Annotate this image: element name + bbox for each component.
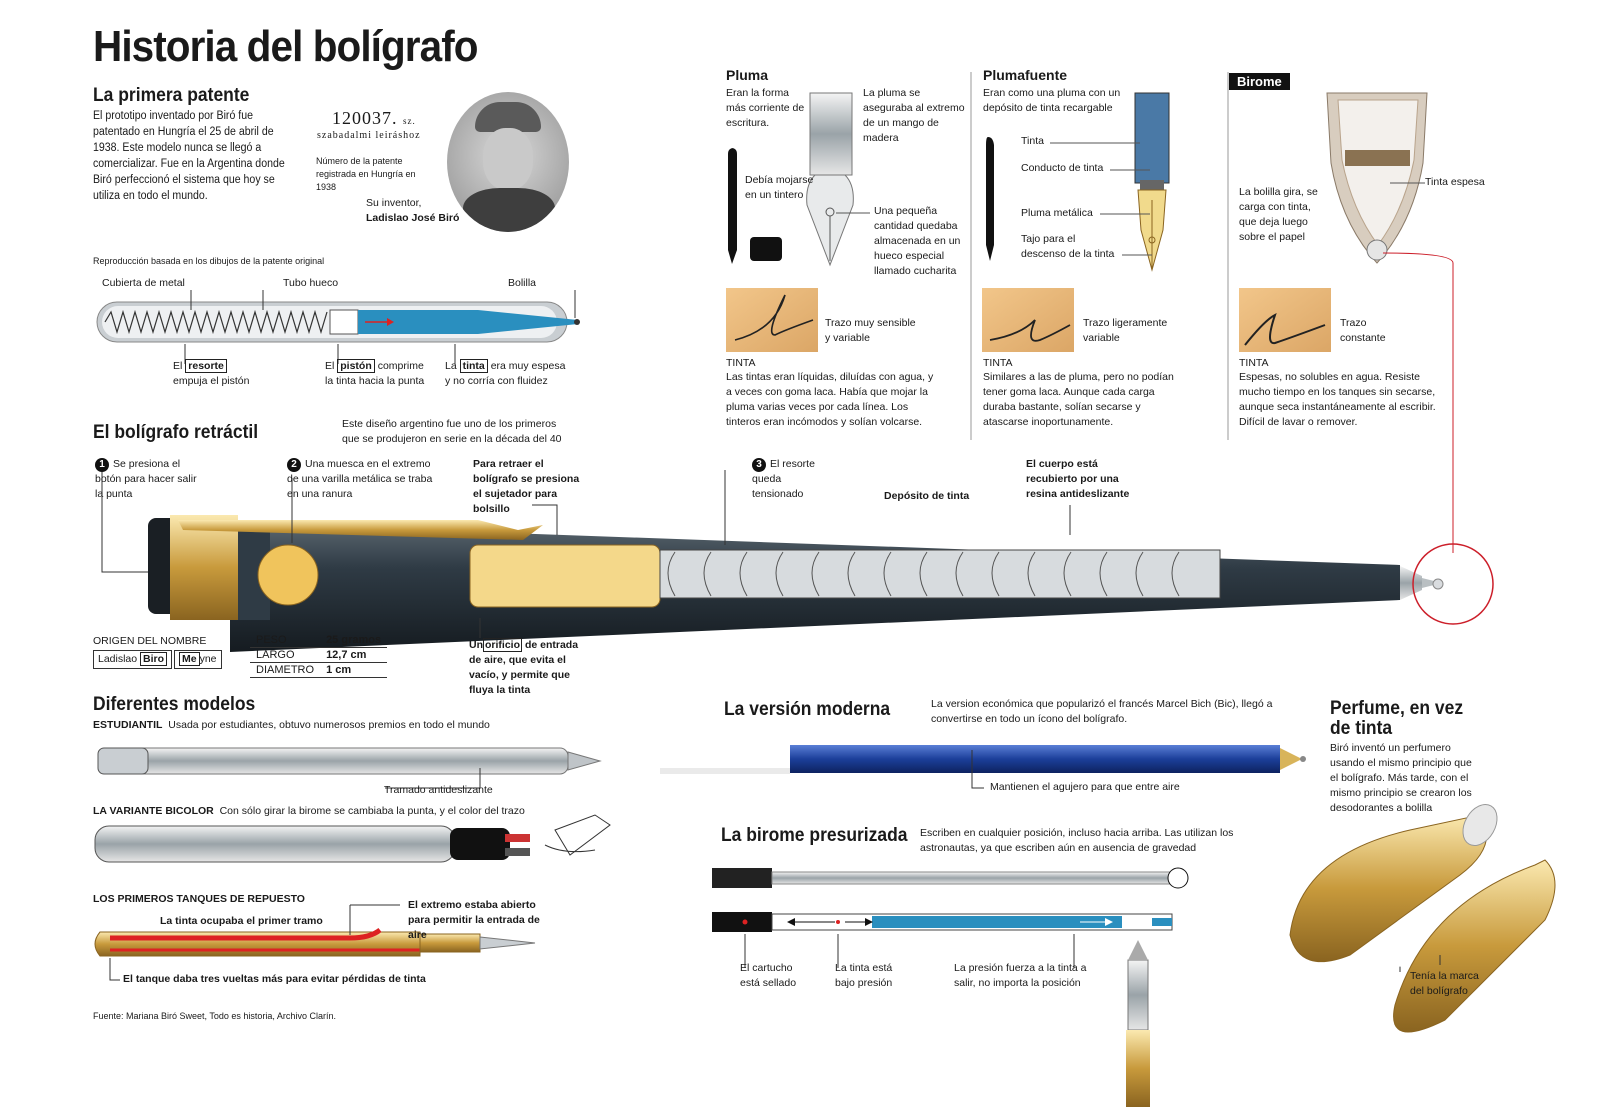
plumafuente-l2: Conducto de tinta: [1021, 162, 1104, 174]
spec-row: [250, 633, 387, 648]
orificio-word: orificio: [485, 639, 521, 651]
moderna-heading: La versión moderna: [724, 699, 891, 720]
origen-name-box: [93, 650, 172, 669]
moderna-agujero: Mantienen el agujero para que entre aire: [990, 781, 1180, 793]
pluma-t4: Una pequeña cantidad quedaba almacenada en un hueco especial llamado cucharita: [874, 205, 961, 277]
bicolor-pen: [95, 815, 610, 862]
label-tubo: Tubo hueco: [283, 277, 339, 289]
retractil-deposito: Depósito de tinta: [884, 490, 970, 502]
retractil-retraer: Para retraer el bolígrafo se presiona el sujetador para bolsillo: [473, 458, 580, 515]
patent-caption: Número de la patente registrada en Hungría en 1938: [316, 156, 416, 192]
tramado-label: Tramado antideslizante: [384, 784, 493, 796]
plumafuente-l3: Pluma metálica: [1021, 207, 1093, 219]
bicolor-head: LA VARIANTE BICOLOR: [93, 805, 214, 817]
suit-shape: [463, 188, 555, 232]
origen-d: yne: [199, 653, 217, 665]
presurizada-c3: La presión fuerza a la tinta a salir, no importa la posición: [954, 962, 1087, 989]
piston-word: pistón: [337, 359, 375, 373]
inventor-label: Su inventor,: [366, 197, 422, 209]
piston-post1: comprime: [377, 360, 424, 372]
inventor-portrait: [447, 92, 569, 232]
label-resorte: [173, 359, 249, 389]
birome-heading: Birome: [1229, 73, 1290, 90]
birome-l1: Tinta espesa: [1425, 176, 1485, 188]
perfume-marca: Tenía la marca del bolígrafo: [1410, 970, 1479, 997]
estudiantil-head: ESTUDIANTIL: [93, 719, 163, 731]
resorte-pre: El: [173, 360, 183, 372]
birome-trazo: Trazo constante: [1340, 317, 1386, 344]
presurizada-heading: La birome presurizada: [721, 825, 908, 846]
pluma-illustration: [726, 93, 870, 352]
plumafuente-trazo: Trazo ligeramente variable: [1083, 317, 1168, 344]
plumafuente-tinta-head: TINTA: [983, 357, 1013, 369]
tanques-3: El tanque daba tres vueltas más para evitar pérdidas de tinta: [123, 973, 426, 985]
pluma-t3: Debía mojarse en un tintero: [745, 174, 814, 201]
origen-c: Me: [179, 652, 200, 666]
tinta-post2: y no corría con fluidez: [445, 375, 548, 387]
origen-a: Ladislao: [98, 653, 138, 665]
spec-value: 12,7 cm: [320, 648, 387, 663]
origen-heading: ORIGEN DEL NOMBRE: [93, 635, 207, 647]
resorte-post: empuja el pistón: [173, 375, 250, 387]
piston-pre: El: [325, 360, 335, 372]
patent-number: [332, 108, 416, 129]
patente-text: El prototipo inventado por Biró fue patentado en Hungría el 25 de abril de 1938. Este modelo nunca se llegó a comercializar. Fue en la Argentina donde Biró perfeccionó el sistema que hoy se utiliza en todo el mundo.: [93, 110, 285, 202]
tinta-pre: La: [445, 360, 457, 372]
retractil-heading: El bolígrafo retráctil: [93, 422, 259, 443]
callout-1-text: Se presiona el botón para hacer salir la punta: [95, 458, 197, 500]
callout-2-text: Una muesca en el extremo de una varilla metálica se traba en una ranura: [287, 458, 433, 500]
label-cubierta: Cubierta de metal: [102, 277, 185, 289]
step-number-2: 2: [287, 458, 301, 472]
spec-label: PESO: [250, 633, 320, 648]
plumafuente-l4: Tajo para el descenso de la tinta: [1021, 233, 1115, 260]
tanques-1: La tinta ocupaba el primer tramo: [160, 915, 323, 927]
modelos-heading: Diferentes modelos: [93, 694, 256, 715]
resorte-word: resorte: [185, 359, 227, 373]
callout-3-text: El resorte queda tensionado: [752, 458, 815, 500]
patent-drawing-caption: Reproducción basada en los dibujos de la patente original: [93, 256, 325, 266]
spec-value: 1 cm: [320, 663, 387, 678]
spec-table: [250, 633, 387, 678]
retractil-callout-2: [287, 457, 437, 502]
perfume-heading: Perfume, en vez de tinta: [1330, 698, 1464, 739]
retractil-callout-3: [752, 457, 822, 502]
label-piston: [325, 359, 424, 389]
patent-number-value: 120037.: [332, 108, 398, 128]
piston-post2: la tinta hacia la punta: [325, 375, 425, 387]
moderna-text: La version económica que popularizó el francés Marcel Bich (Bic), llegó a convertirse en todo un ícono del bolígrafo.: [931, 698, 1273, 725]
plumafuente-illustration: [982, 93, 1169, 352]
inventor-name: Ladislao José Biró: [366, 212, 460, 224]
origen-b: Biro: [140, 652, 167, 666]
pluma-heading: Pluma: [726, 67, 769, 83]
patent-sz: sz.: [403, 116, 416, 126]
plumafuente-t1: Eran como una pluma con un depósito de tinta recargable: [983, 87, 1121, 114]
perfume-text: Biró inventó un perfumero usando el mismo principio que el bolígrafo. Más tarde, con el mismo principio se crearon los desodorantes a bolilla: [1330, 742, 1472, 814]
pluma-tinta-text: Las tintas eran líquidas, diluídas con agua, y a veces con goma laca. Había que mojar la pluma varias veces por cada línea. Los tinteros eran incómodos y solían volcarse.: [726, 371, 934, 428]
plumafuente-tinta-text: Similares a las de pluma, pero no podían tener goma laca. Aunque cada carga duraba bastante, solían secarse y atascarse inoportunamente.: [983, 371, 1174, 428]
tanques-head: LOS PRIMEROS TANQUES DE REPUESTO: [93, 893, 305, 905]
modern-pen: [660, 745, 1306, 788]
retractil-intro: Este diseño argentino fue uno de los primeros que se produjeron en serie en la década del 40: [342, 418, 562, 445]
bicolor-text: Con sólo girar la birome se cambiaba la punta, y el color del trazo: [219, 805, 525, 817]
step-number-3: 3: [752, 458, 766, 472]
retractil-orificio: [469, 638, 589, 698]
tanques-2: El extremo estaba abierto para permitir la entrada de aire: [408, 899, 540, 941]
estudiantil-line: [93, 718, 490, 733]
patent-sub: szabadalmi leiráshoz: [317, 130, 421, 141]
label-tinta: [445, 359, 565, 389]
origen-name-box-2: [174, 650, 222, 669]
presurizada-text: Escriben en cualquier posición, incluso hacia arriba. Las utilizan los astronautas, ya que escriben aún en ausencia de gravedad: [920, 827, 1234, 854]
patent-drawing: [97, 290, 580, 364]
spec-value: 25 gramos: [320, 633, 387, 648]
retractil-callout-1: [95, 457, 205, 502]
orificio-pre: Un: [469, 639, 483, 651]
estudiantil-pen: [98, 748, 600, 788]
spec-label: LARGO: [250, 648, 320, 663]
face-shape: [483, 128, 533, 190]
tinta-post1: era muy espesa: [490, 360, 566, 372]
orificio-post: de entrada de aire, que evita el vacío, y permite que fluya la tinta: [469, 639, 579, 696]
page-title: Historia del bolígrafo: [93, 22, 478, 71]
plumafuente-l1: Tinta: [1021, 135, 1044, 147]
pluma-t2: La pluma se aseguraba al extremo de un mango de madera: [863, 87, 965, 144]
estudiantil-text: Usada por estudiantes, obtuvo numerosos premios en todo el mundo: [168, 719, 490, 731]
birome-tinta-head: TINTA: [1239, 357, 1269, 369]
pluma-trazo: Trazo muy sensible y variable: [825, 317, 916, 344]
fuente: Fuente: Mariana Biró Sweet, Todo es historia, Archivo Clarín.: [93, 1011, 336, 1021]
step-number-1: 1: [95, 458, 109, 472]
label-bolilla: Bolilla: [508, 277, 537, 289]
retractil-cuerpo: El cuerpo está recubierto por una resina antideslizante: [1026, 458, 1130, 500]
pluma-tinta-head: TINTA: [726, 357, 756, 369]
birome-tinta-text: Espesas, no solubles en agua. Resiste mucho tiempo en los tanques sin secarse, aunque seca instantáneamente al escribir. Difícil de lavar o remover.: [1239, 371, 1436, 428]
spec-label: DIAMETRO: [250, 663, 320, 678]
presurizada-c2: La tinta está bajo presión: [835, 962, 893, 989]
pluma-t1: Eran la forma más corriente de escritura.: [726, 87, 805, 129]
presurizada-c1: El cartucho está sellado: [740, 962, 797, 989]
bicolor-line: [93, 804, 525, 819]
birome-t1: La bolilla gira, se carga con tinta, que deja luego sobre el papel: [1239, 186, 1318, 243]
spec-row: [250, 648, 387, 663]
tinta-word: tinta: [460, 359, 488, 373]
patente-heading: La primera patente: [93, 85, 250, 106]
spec-row: [250, 663, 387, 678]
plumafuente-heading: Plumafuente: [983, 67, 1068, 83]
